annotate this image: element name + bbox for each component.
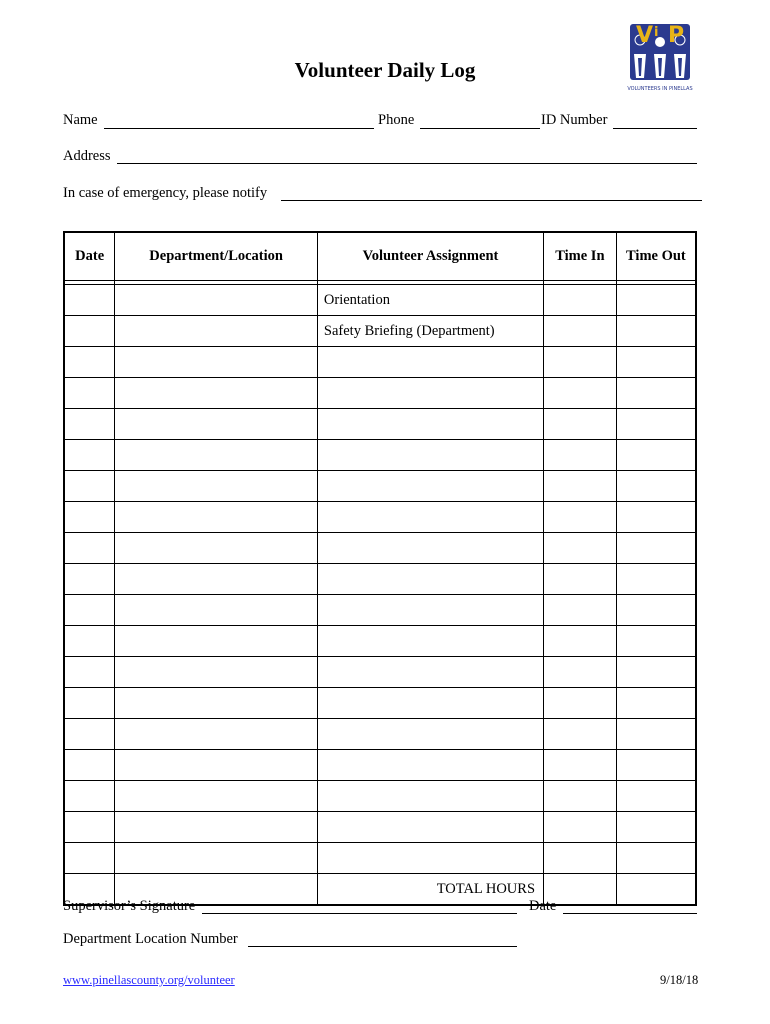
- table-row: [64, 564, 696, 595]
- supervisor-signature-field[interactable]: [202, 913, 517, 914]
- table-row: [64, 750, 696, 781]
- time-in-cell[interactable]: [544, 471, 617, 502]
- phone-field[interactable]: [420, 128, 540, 129]
- date-field[interactable]: [563, 913, 697, 914]
- time-out-cell[interactable]: [616, 502, 696, 533]
- time-in-cell[interactable]: [544, 843, 617, 874]
- table-row: [64, 595, 696, 626]
- department-location-cell[interactable]: [115, 316, 318, 347]
- table-row: [64, 440, 696, 471]
- department-location-cell[interactable]: [115, 378, 318, 409]
- assignment-cell[interactable]: Orientation: [317, 285, 543, 316]
- date-cell[interactable]: [64, 688, 115, 719]
- department-location-cell[interactable]: [115, 812, 318, 843]
- department-location-cell[interactable]: [115, 781, 318, 812]
- time-in-cell[interactable]: [544, 595, 617, 626]
- time-out-cell[interactable]: [616, 533, 696, 564]
- department-location-cell[interactable]: [115, 564, 318, 595]
- assignment-cell[interactable]: [317, 781, 543, 812]
- assignment-cell[interactable]: [317, 812, 543, 843]
- assignment-cell[interactable]: [317, 409, 543, 440]
- department-location-cell[interactable]: [115, 688, 318, 719]
- table-row: [64, 285, 696, 316]
- assignment-cell[interactable]: [317, 688, 543, 719]
- table-row: [64, 812, 696, 843]
- department-location-cell[interactable]: [115, 533, 318, 564]
- table-row: [64, 719, 696, 750]
- address-field[interactable]: [117, 163, 697, 164]
- date-cell[interactable]: [64, 409, 115, 440]
- assignment-cell[interactable]: [317, 533, 543, 564]
- volunteer-log-table: [63, 231, 697, 906]
- id-number-field[interactable]: [613, 128, 697, 129]
- date-cell[interactable]: [64, 316, 115, 347]
- revision-date: 9/18/18: [660, 973, 699, 987]
- name-label: Name: [63, 112, 98, 128]
- page-title: Volunteer Daily Log: [294, 58, 476, 82]
- table-row: [64, 657, 696, 688]
- table-row: [64, 471, 696, 502]
- table-row: [64, 502, 696, 533]
- time-out-cell[interactable]: [616, 812, 696, 843]
- id-number-label: ID Number: [541, 112, 608, 128]
- assignment-cell[interactable]: [317, 657, 543, 688]
- assignment-cell[interactable]: [317, 719, 543, 750]
- time-out-cell[interactable]: [616, 316, 696, 347]
- date-cell[interactable]: [64, 533, 115, 564]
- time-in-cell[interactable]: [544, 378, 617, 409]
- assignment-cell[interactable]: [317, 471, 543, 502]
- time-in-cell[interactable]: [544, 812, 617, 843]
- supervisor-signature-label: Supervisor’s Signature: [63, 898, 196, 914]
- time-out-cell[interactable]: [616, 657, 696, 688]
- table-row: [64, 843, 696, 874]
- department-location-cell[interactable]: [115, 502, 318, 533]
- time-in-cell[interactable]: [544, 657, 617, 688]
- time-out-cell[interactable]: [616, 347, 696, 378]
- time-out-cell[interactable]: [616, 595, 696, 626]
- assignment-cell[interactable]: Safety Briefing (Department): [317, 316, 543, 347]
- time-in-cell[interactable]: [544, 502, 617, 533]
- department-location-cell[interactable]: [115, 657, 318, 688]
- header-time-in: Time In: [544, 232, 617, 281]
- date-cell[interactable]: [64, 378, 115, 409]
- time-in-cell[interactable]: [544, 564, 617, 595]
- date-cell[interactable]: [64, 285, 115, 316]
- department-location-cell[interactable]: [115, 285, 318, 316]
- time-in-cell[interactable]: [544, 347, 617, 378]
- time-out-cell[interactable]: [616, 564, 696, 595]
- date-cell[interactable]: [64, 347, 115, 378]
- svg-text:P: P: [668, 23, 685, 48]
- assignment-cell[interactable]: [317, 440, 543, 471]
- table-row: [64, 409, 696, 440]
- svg-text:V: V: [636, 23, 654, 48]
- phone-label: Phone: [378, 112, 415, 128]
- volunteer-url-link[interactable]: www.pinellascounty.org/volunteer: [63, 973, 235, 987]
- date-cell[interactable]: [64, 440, 115, 471]
- time-out-cell[interactable]: [616, 781, 696, 812]
- date-cell[interactable]: [64, 564, 115, 595]
- table-row: [64, 688, 696, 719]
- date-cell[interactable]: [64, 750, 115, 781]
- total-time-out-cell[interactable]: [616, 874, 696, 906]
- svg-text:i: i: [654, 25, 659, 40]
- date-cell[interactable]: [64, 781, 115, 812]
- date-label: Date: [529, 898, 557, 914]
- time-in-cell[interactable]: [544, 409, 617, 440]
- time-out-cell[interactable]: [616, 750, 696, 781]
- time-out-cell[interactable]: [616, 440, 696, 471]
- date-cell[interactable]: [64, 657, 115, 688]
- time-out-cell[interactable]: [616, 409, 696, 440]
- time-in-cell[interactable]: [544, 285, 617, 316]
- department-location-cell[interactable]: [115, 409, 318, 440]
- date-cell[interactable]: [64, 595, 115, 626]
- department-location-number-field[interactable]: [248, 946, 517, 947]
- department-location-cell[interactable]: [115, 595, 318, 626]
- table-row: [64, 626, 696, 657]
- assignment-cell[interactable]: [317, 378, 543, 409]
- assignment-cell[interactable]: [317, 347, 543, 378]
- name-field[interactable]: [104, 128, 374, 129]
- assignment-cell[interactable]: [317, 750, 543, 781]
- time-in-cell[interactable]: [544, 440, 617, 471]
- department-location-cell[interactable]: [115, 440, 318, 471]
- time-out-cell[interactable]: [616, 719, 696, 750]
- department-location-cell[interactable]: [115, 471, 318, 502]
- emergency-field[interactable]: [281, 200, 702, 201]
- time-in-cell[interactable]: [544, 533, 617, 564]
- table-row: [64, 781, 696, 812]
- header-department-location: Department/Location: [115, 232, 318, 281]
- time-in-cell[interactable]: [544, 781, 617, 812]
- time-out-cell[interactable]: [616, 378, 696, 409]
- date-cell[interactable]: [64, 843, 115, 874]
- date-cell[interactable]: [64, 626, 115, 657]
- assignment-cell[interactable]: [317, 502, 543, 533]
- emergency-label: In case of emergency, please notify: [63, 185, 268, 201]
- department-location-number-label: Department Location Number: [63, 931, 238, 947]
- time-in-cell[interactable]: [544, 750, 617, 781]
- date-cell[interactable]: [64, 471, 115, 502]
- time-out-cell[interactable]: [616, 471, 696, 502]
- assignment-cell[interactable]: [317, 564, 543, 595]
- date-cell[interactable]: [64, 812, 115, 843]
- department-location-cell[interactable]: [115, 843, 318, 874]
- logo-caption: VOLUNTEERS IN PINELLAS: [627, 86, 693, 92]
- table-row: [64, 316, 696, 347]
- address-label: Address: [63, 148, 111, 164]
- time-in-cell[interactable]: [544, 316, 617, 347]
- time-in-cell[interactable]: [544, 626, 617, 657]
- department-location-cell[interactable]: [115, 750, 318, 781]
- time-out-cell[interactable]: [616, 626, 696, 657]
- assignment-cell[interactable]: [317, 843, 543, 874]
- department-location-cell[interactable]: [115, 626, 318, 657]
- date-cell[interactable]: [64, 502, 115, 533]
- department-location-cell[interactable]: [115, 347, 318, 378]
- assignment-cell[interactable]: [317, 595, 543, 626]
- time-out-cell[interactable]: [616, 285, 696, 316]
- department-location-cell[interactable]: [115, 719, 318, 750]
- time-out-cell[interactable]: [616, 843, 696, 874]
- time-in-cell[interactable]: [544, 688, 617, 719]
- header-volunteer-assignment: Volunteer Assignment: [317, 232, 543, 281]
- table-row: [64, 378, 696, 409]
- header-time-out: Time Out: [616, 232, 696, 281]
- total-hours-label: TOTAL HOURS: [317, 874, 543, 906]
- table-row: [64, 347, 696, 378]
- time-in-cell[interactable]: [544, 719, 617, 750]
- date-cell[interactable]: [64, 719, 115, 750]
- table-row: [64, 533, 696, 564]
- header-date: Date: [64, 232, 115, 281]
- time-out-cell[interactable]: [616, 688, 696, 719]
- assignment-cell[interactable]: [317, 626, 543, 657]
